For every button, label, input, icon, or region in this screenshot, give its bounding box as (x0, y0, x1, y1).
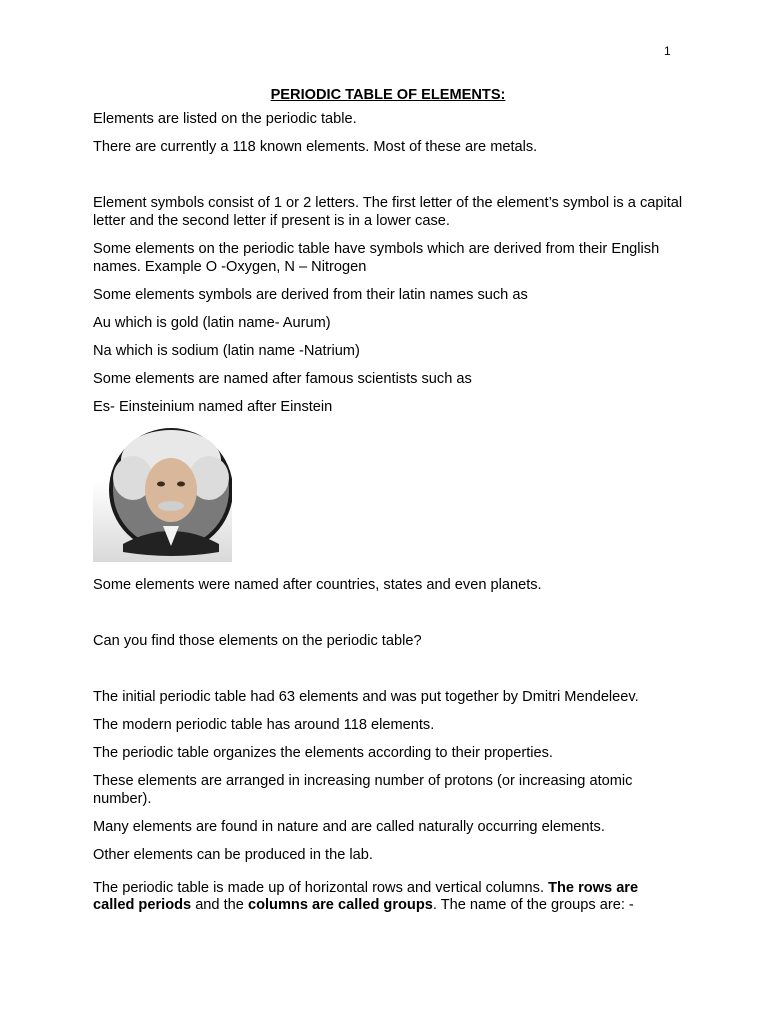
paragraph-rows-columns (93, 880, 683, 914)
paragraph-english-names: Some elements on the periodic table have symbols which are derived from their English names. Example O -Oxygen, N – Nitrogen (93, 241, 660, 275)
paragraph-einsteinium: Es- Einsteinium named after Einstein (93, 399, 333, 415)
text-rows-intro: The periodic table is made up of horizontal rows and vertical columns. (93, 880, 549, 896)
paragraph-latin-names: Some elements symbols are derived from their latin names such as (93, 287, 528, 303)
paragraph-natural: Many elements are found in nature and are called naturally occurring elements. (93, 819, 605, 835)
paragraph-element-symbols: Element symbols consist of 1 or 2 letters. The first letter of the element’s symbol is a capital letter and the second letter if present is in a lower case. (93, 195, 683, 229)
paragraph-mendeleev: The initial periodic table had 63 elements and was put together by Dmitri Mendeleev. (93, 689, 639, 705)
document-title: PERIODIC TABLE OF ELEMENTS: (270, 87, 506, 103)
paragraph-find-elements: Can you find those elements on the periodic table? (93, 633, 422, 649)
einstein-portrait-image (93, 426, 232, 562)
paragraph-scientists: Some elements are named after famous scientists such as (93, 371, 472, 387)
paragraph-organizes: The periodic table organizes the elements according to their properties. (93, 745, 553, 761)
paragraph-sodium: Na which is sodium (latin name -Natrium) (93, 343, 360, 359)
text-and: and the (191, 897, 248, 913)
paragraph-protons: These elements are arranged in increasing number of protons (or increasing atomic number). (93, 773, 633, 807)
paragraph-known-elements: There are currently a 118 known elements. Most of these are metals. (93, 139, 538, 155)
text-columns-groups: columns are called groups (247, 897, 433, 913)
document-body (93, 86, 683, 924)
spacer (93, 660, 683, 688)
spacer (93, 604, 683, 632)
text-rows-periods: The rows are called periods (93, 880, 639, 913)
paragraph-gold: Au which is gold (latin name- Aurum) (93, 315, 331, 331)
paragraph-lab: Other elements can be produced in the lab. (93, 847, 373, 863)
text-group-names: . The name of the groups are: - (432, 897, 634, 913)
page-number: 1 (664, 44, 671, 58)
paragraph-elements-listed: Elements are listed on the periodic table. (93, 111, 357, 127)
paragraph-modern-table: The modern periodic table has around 118 elements. (93, 717, 435, 733)
spacer (93, 166, 683, 194)
paragraph-countries: Some elements were named after countries, states and even planets. (93, 577, 542, 593)
